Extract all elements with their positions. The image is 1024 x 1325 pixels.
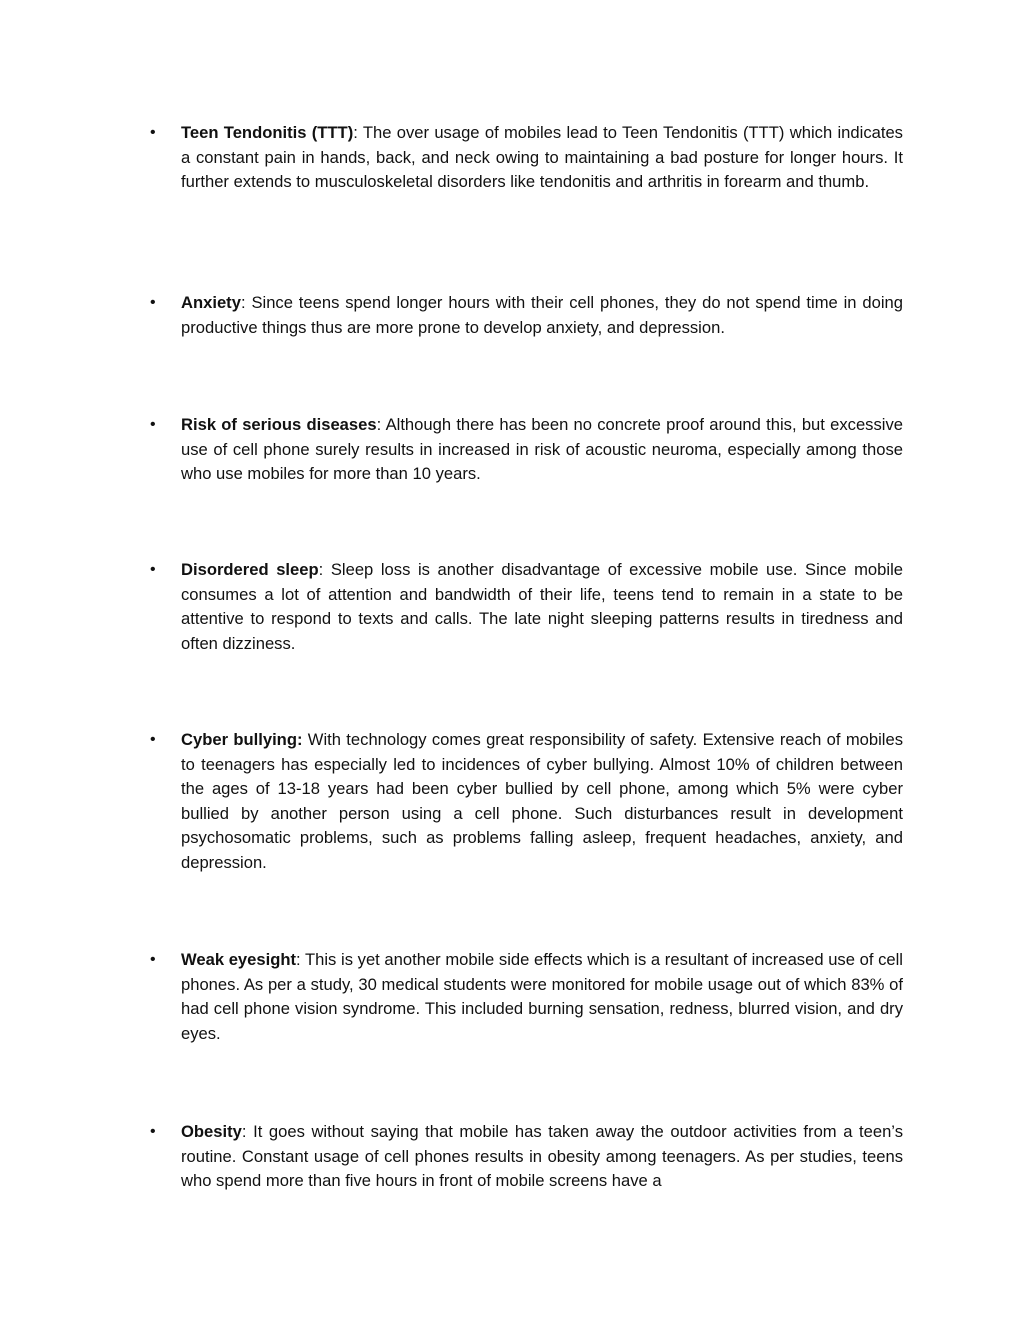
item-term: Teen Tendonitis (TTT) bbox=[181, 123, 354, 142]
list-item-teen-tendonitis bbox=[148, 121, 908, 195]
item-separator: : bbox=[241, 1122, 247, 1141]
bullet-icon: • bbox=[150, 561, 156, 578]
item-body: Sleep loss is another disadvantage of excessive mobile use. Since mobile consumes a lot of attention and bandwidth of their life, teens tend to remain in a state to be attentive to respond to texts and calls. The late night sleeping patterns results in tiredness and often dizziness. bbox=[181, 560, 903, 653]
item-separator: : bbox=[353, 123, 358, 142]
item-separator: : bbox=[240, 293, 246, 312]
item-paragraph bbox=[181, 728, 903, 875]
item-separator: : bbox=[296, 950, 301, 969]
item-paragraph bbox=[181, 291, 903, 340]
list-item-disordered-sleep bbox=[148, 558, 908, 656]
item-term: Disordered sleep bbox=[181, 560, 319, 579]
item-paragraph bbox=[181, 948, 903, 1046]
item-separator: : bbox=[376, 415, 382, 434]
item-paragraph bbox=[181, 121, 903, 195]
bullet-icon: • bbox=[150, 951, 156, 968]
item-term: Cyber bullying: bbox=[181, 730, 303, 749]
item-separator: : bbox=[318, 560, 324, 579]
item-body: It goes without saying that mobile has taken away the outdoor activities from a teen’s routine. Constant usage of cell phones results in obesity among teenagers. As per studies, teens who spend more than five hours in front of mobile screens have a bbox=[181, 1122, 903, 1190]
item-body: With technology comes great responsibility of safety. Extensive reach of mobiles to teenagers has especially led to incidences of cyber bullying. Almost 10% of children between the ages of 13-18 years had been cyber bullied by cell phone, among which 5% were cyber bullied by another person using a cell phone. Such disturbances result in development psychosomatic problems, such as problems falling asleep, frequent headaches, anxiety, and depression. bbox=[181, 730, 903, 872]
bullet-icon: • bbox=[150, 416, 156, 433]
bullet-icon: • bbox=[150, 731, 156, 748]
item-body: The over usage of mobiles lead to Teen Tendonitis (TTT) which indicates a constant pain in hands, back, and neck owing to maintaining a bad posture for longer hours. It further extends to musculoskeletal disorders like tendonitis and arthritis in forearm and thumb. bbox=[181, 123, 903, 191]
item-paragraph bbox=[181, 1120, 903, 1194]
bullet-icon: • bbox=[150, 124, 156, 141]
item-term: Weak eyesight bbox=[181, 950, 297, 969]
list-item-obesity bbox=[148, 1120, 908, 1194]
bullet-icon: • bbox=[150, 294, 156, 311]
item-term: Risk of serious diseases bbox=[181, 415, 377, 434]
item-body: This is yet another mobile side effects which is a resultant of increased use of cell phones. As per a study, 30 medical students were monitored for mobile usage out of which 83% of had cell phone vision syndrome. This included burning sensation, redness, blurred vision, and dry eyes. bbox=[181, 950, 903, 1043]
bullet-icon: • bbox=[150, 1123, 156, 1140]
list-item-anxiety bbox=[148, 291, 908, 340]
list-item-weak-eyesight bbox=[148, 948, 908, 1046]
item-paragraph bbox=[181, 413, 903, 487]
item-paragraph bbox=[181, 558, 903, 656]
item-term: Obesity bbox=[181, 1122, 242, 1141]
item-term: Anxiety bbox=[181, 293, 241, 312]
item-body: Although there has been no concrete proof around this, but excessive use of cell phone surely results in increased in risk of acoustic neuroma, especially among those who use mobiles for more than 10 years. bbox=[181, 415, 903, 483]
list-item-risk-of-serious-diseases bbox=[148, 413, 908, 487]
list-item-cyber-bullying bbox=[148, 728, 908, 875]
item-body: Since teens spend longer hours with their cell phones, they do not spend time in doing productive things thus are more prone to develop anxiety, and depression. bbox=[181, 293, 903, 337]
